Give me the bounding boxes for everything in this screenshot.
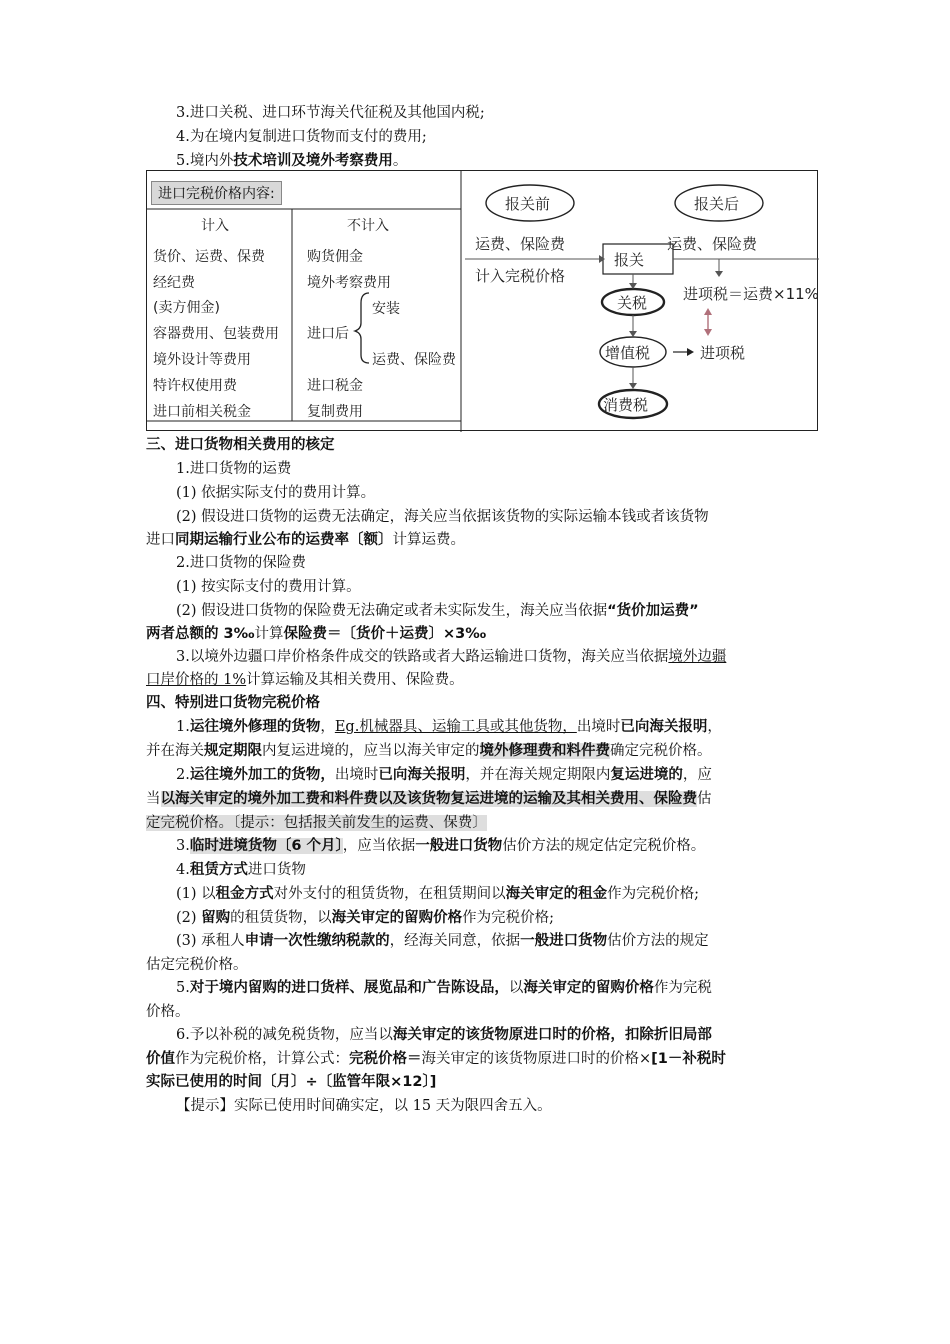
dutiable-price-figure [146,170,818,431]
out-item-freight: 运费、保险费 [372,352,456,368]
s3-line: (1) 依据实际支付的费用计算。 [176,485,376,501]
vat-label: 增值税 [605,344,651,362]
s4-p4-1: (1) 以租金方式对外支付的租赁货物，在租赁期间以海关审定的租金作为完税价格; [176,886,700,902]
input-tax-formula: 进项税＝运费×11% [683,285,819,303]
in-item: 进口前相关税金 [153,404,251,420]
in-item: 境外设计等费用 [153,352,251,368]
s4-p4-3-line1: (3) 承租人申请一次性缴纳税款的，经海关同意，依据一般进口货物估价方法的规定 [176,933,709,949]
list-item-5: 5.境内外技术培训及境外考察费用。 [176,153,408,169]
in-item: 经纪费 [153,275,195,291]
out-item: 复制费用 [307,404,363,420]
consumption-tax-label: 消费税 [603,396,649,414]
s4-p2-line2: 当以海关审定的境外加工费和料件费以及该货物复运进境的运输及其相关费用、保险费估 [146,791,712,807]
s4-p1-line2: 并在海关规定期限内复运进境的，应当以海关审定的境外修理费和料件费确定完税价格。 [146,743,712,759]
before-declare-label: 报关前 [505,195,551,213]
s3-line: (1) 按实际支付的费用计算。 [176,579,361,595]
s3-line: 进口同期运输行业公布的运费率〔额〕计算运费。 [146,532,465,548]
in-item: 特许权使用费 [153,378,237,394]
s4-p4-3-line2: 估定完税价格。 [146,957,248,973]
s4-p5-line1: 5.对于境内留购的进口货样、展览品和广告陈设品，以海关审定的留购价格作为完税 [176,980,712,996]
out-item: 进口税金 [307,378,363,394]
s3-line: 2.进口货物的保险费 [176,555,306,571]
out-item: 境外考察费用 [307,275,391,291]
right-freight-text: 运费、保险费 [667,235,758,253]
section-3-heading: 三、进口货物相关费用的核定 [146,437,335,453]
s4-p5-line2: 价格。 [146,1004,190,1020]
left-include-text: 计入完税价格 [475,267,566,285]
s4-p4-2: (2) 留购的租赁货物，以海关审定的留购价格作为完税价格; [176,910,555,926]
s3-line: 3.以境外边疆口岸价格条件成交的铁路或者大路运输进口货物，海关应当依据境外边疆 [176,649,727,665]
s4-p4: 4.租赁方式进口货物 [176,862,306,878]
s4-p2-line1: 2.运往境外加工的货物，出境时已向海关报明，并在海关规定期限内复运进境的，应 [176,767,712,783]
col-out-header: 不计入 [347,218,389,234]
s3-line: 口岸价格的 1%计算运输及其相关费用、保险费。 [146,672,464,688]
input-tax-label: 进项税 [700,344,746,362]
figure-title: 进口完税价格内容: [151,181,282,205]
s3-line: (2) 假设进口货物的运费无法确定，海关应当依据该货物的实际运输本钱或者该货物 [176,509,709,525]
left-freight-text: 运费、保险费 [475,235,566,253]
declare-label: 报关 [614,251,645,269]
out-item-install: 安装 [372,301,400,317]
s4-p3: 3.临时进境货物〔6 个月〕，应当依据一般进口货物估价方法的规定估定完税价格。 [176,838,706,854]
out-item: 购货佣金 [307,249,363,265]
in-item: 容器费用、包装费用 [153,326,279,342]
section-4-heading: 四、特别进口货物完税价格 [146,695,320,711]
out-item-after-import: 进口后 [307,326,349,342]
s4-p6-line3: 实际已使用的时间〔月〕÷〔监管年限×12〕] [146,1074,437,1090]
s3-line: (2) 假设进口货物的保险费无法确定或者未实际发生，海关应当依据“货价加运费” [176,603,699,619]
customs-duty-label: 关税 [617,294,648,312]
s3-line: 1.进口货物的运费 [176,461,292,477]
in-item: (卖方佣金) [153,300,220,316]
list-item-4: 4.为在境内复制进口货物而支付的费用; [176,129,427,145]
tip-line: 【提示】实际已使用时间确实定，以 15 天为限四舍五入。 [176,1098,552,1114]
col-in-header: 计入 [201,218,229,234]
in-item: 货价、运费、保费 [153,249,265,265]
s4-p1-line1: 1.运往境外修理的货物，Eg.机械器具、运输工具或其他货物，出境时已向海关报明， [176,719,722,735]
s3-line: 两者总额的 3‰计算保险费＝〔货价＋运费〕×3‰ [146,626,487,642]
after-declare-label: 报关后 [694,195,740,213]
s4-p2-line3: 定完税价格。〔提示：包括报关前发生的运费、保费〕 [146,815,487,831]
list-item-3: 3.进口关税、进口环节海关代征税及其他国内税; [176,105,485,121]
s4-p6-line1: 6.予以补税的减免税货物，应当以海关审定的该货物原进口时的价格，扣除折旧局部 [176,1027,712,1043]
s4-p6-line2: 价值作为完税价格，计算公式：完税价格＝海关审定的该货物原进口时的价格×[1－补税时 [146,1051,726,1067]
